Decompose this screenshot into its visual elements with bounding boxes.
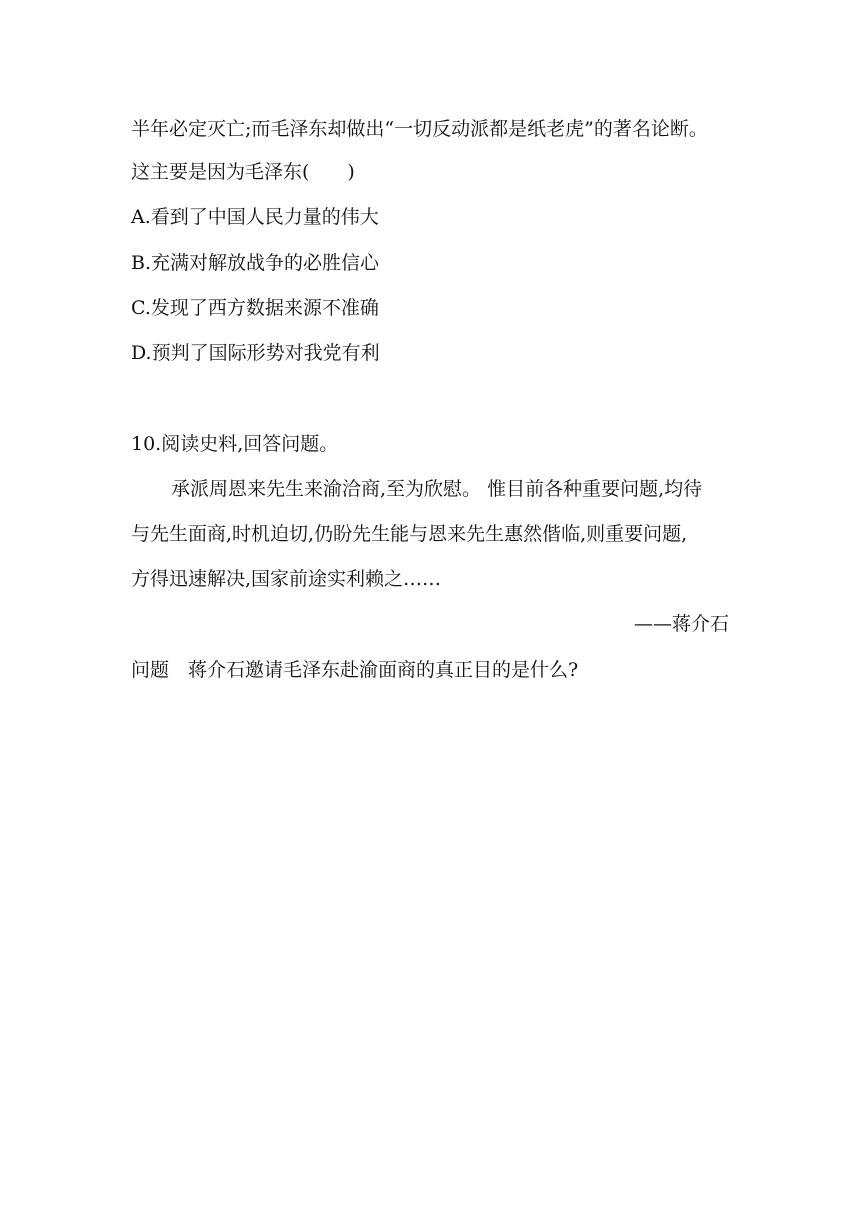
option-b: B.充满对解放战争的必胜信心: [131, 252, 380, 274]
quote-line-3: 方得迅速解决,国家前途实利赖之……: [131, 568, 442, 590]
quote-line-1: 承派周恩来先生来渝洽商,至为欣慰。 惟目前各种重要问题,均待: [171, 478, 703, 500]
option-a: A.看到了中国人民力量的伟大: [131, 206, 379, 228]
question-9-stem-line-1: 半年必定灭亡;而毛泽东却做出“一切反动派都是纸老虎”的著名论断。: [131, 118, 708, 140]
question-10-prompt: 问题 蒋介石邀请毛泽东赴渝面商的真正目的是什么?: [131, 659, 579, 681]
option-c: C.发现了西方数据来源不准确: [131, 297, 379, 319]
quote-line-2: 与先生面商,时机迫切,仍盼先生能与恩来先生惠然偕临,则重要问题,: [131, 523, 688, 545]
question-10-title: 10.阅读史料,回答问题。: [131, 433, 339, 455]
quote-attribution: ——蒋介石: [633, 613, 729, 635]
question-9-stem-line-2: 这主要是因为毛泽东( ): [131, 161, 355, 183]
option-d: D.预判了国际形势对我党有利: [131, 342, 380, 364]
